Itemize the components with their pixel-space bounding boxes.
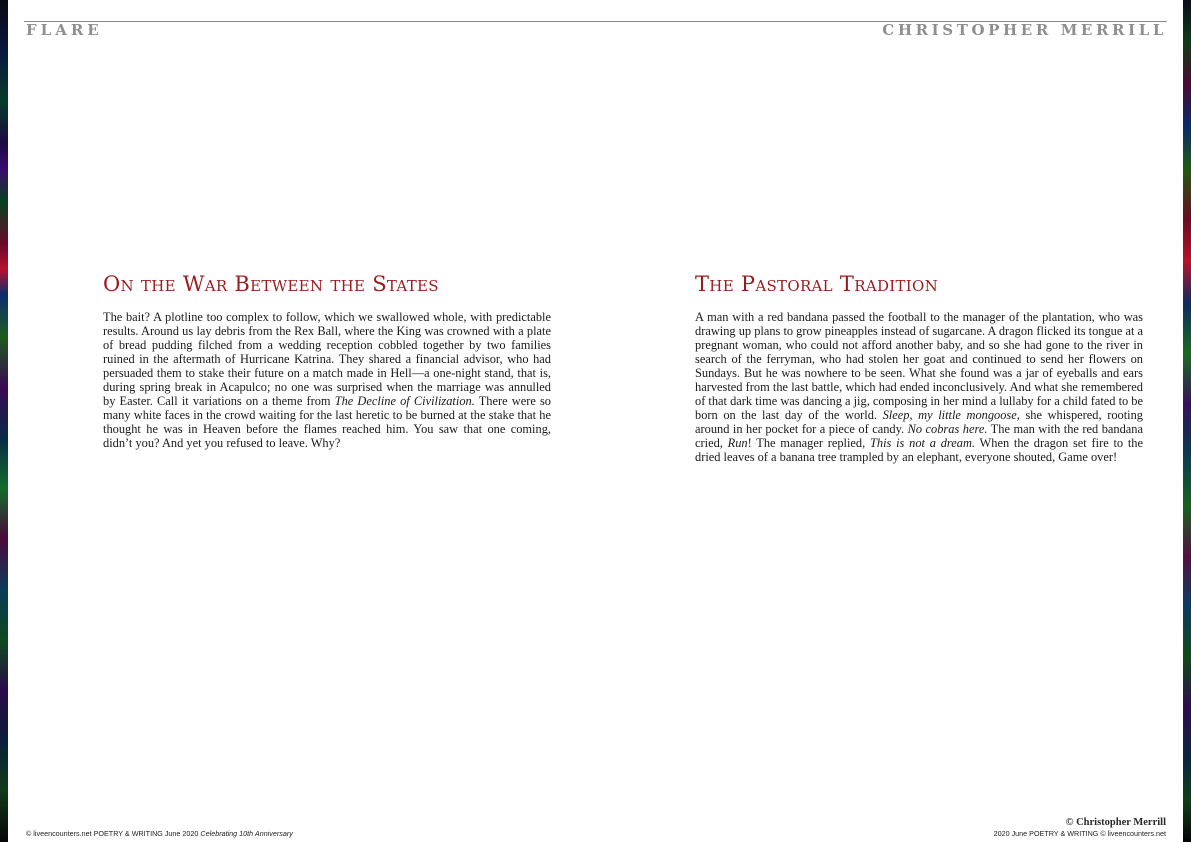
poem-title: The Pastoral Tradition — [695, 272, 939, 296]
poem-text-run: The man with the red bandana cried, — [695, 422, 1143, 451]
poem-italic-phrase: No cobras here. — [907, 422, 988, 437]
poem-italic-phrase: Run — [727, 436, 748, 451]
poem-text-run: There were so many white faces in the crowd waiting for the last heretic to be burned at the stake that he thought he was in Heaven before the flames reached him. You saw that one coming, didn’t you? And yet you refused to leave. Why? — [103, 394, 551, 451]
poem-body — [695, 310, 1143, 465]
footer-right — [994, 816, 1166, 839]
left-decorative-edge — [0, 0, 8, 842]
footer-right-text: 2020 June POETRY & WRITING © liveencounters.net — [993, 829, 1166, 838]
poem-italic-phrase: The Decline of Civilization. — [334, 394, 475, 409]
right-decorative-edge — [1183, 0, 1191, 842]
footer-left-text: © liveencounters.net POETRY & WRITING June 2020 — [26, 829, 201, 838]
poem-text-run: When the dragon set fire to the dried leaves of a banana tree trampled by an elephant, everyone shouted, Game over! — [695, 436, 1144, 465]
poem-text-run: The bait? A plotline too complex to follow, which we swallowed whole, with predictable results. Around us lay debris from the Rex Ball, where the King was crowned with a plate of bread pudding filched from a wedding reception cobbled together by two families ruined in the aftermath of Hurricane Katrina. They shared a financial advisor, who had persuaded them to stake their future on a match made in Hell—a one-night stand, that is, during spring break in Acapulco; no one was surprised when the marriage was annulled by Easter. Call it variations on a theme from — [103, 310, 551, 409]
poem-italic-phrase: Sleep, my little mongoose, — [882, 408, 1020, 423]
running-head-right: CHRISTOPHER MERRILL — [882, 21, 1167, 39]
poem-text-run: she whispered, rooting around in her pocket for a piece of candy. — [695, 408, 1143, 437]
poem-body — [103, 310, 551, 450]
poem-title: On the War Between the States — [103, 272, 439, 296]
poem-text-run: ! The manager replied, — [747, 436, 870, 451]
running-head-left: FLARE — [26, 21, 103, 39]
poem-italic-phrase: This is not a dream. — [870, 436, 976, 451]
copyright-author: © Christopher Merrill — [1065, 817, 1166, 828]
poem-left-column — [103, 272, 551, 450]
poem-right-column — [695, 272, 1143, 465]
poem-text-run: A man with a red bandana passed the football to the manager of the plantation, who was drawing up plans to grow pineapples instead of sugarcane. A dragon flicked its tongue at a pregnant woman, who could not afford another baby, and so she had gone to the river in search of the ferryman, who had stolen her goat and continued to send her flowers on Sundays. But he was nowhere to be seen. What she found was a jar of eyeballs and ears harvested from the last battle, which had ended inconclusively. And what she remembered of that dark time was dancing a jig, composing in her mind a lullaby for a child fated to be born on the last day of the world. — [695, 310, 1144, 423]
footer-left-anniversary: Celebrating 10th Anniversary — [200, 829, 293, 838]
footer-left — [26, 829, 293, 838]
